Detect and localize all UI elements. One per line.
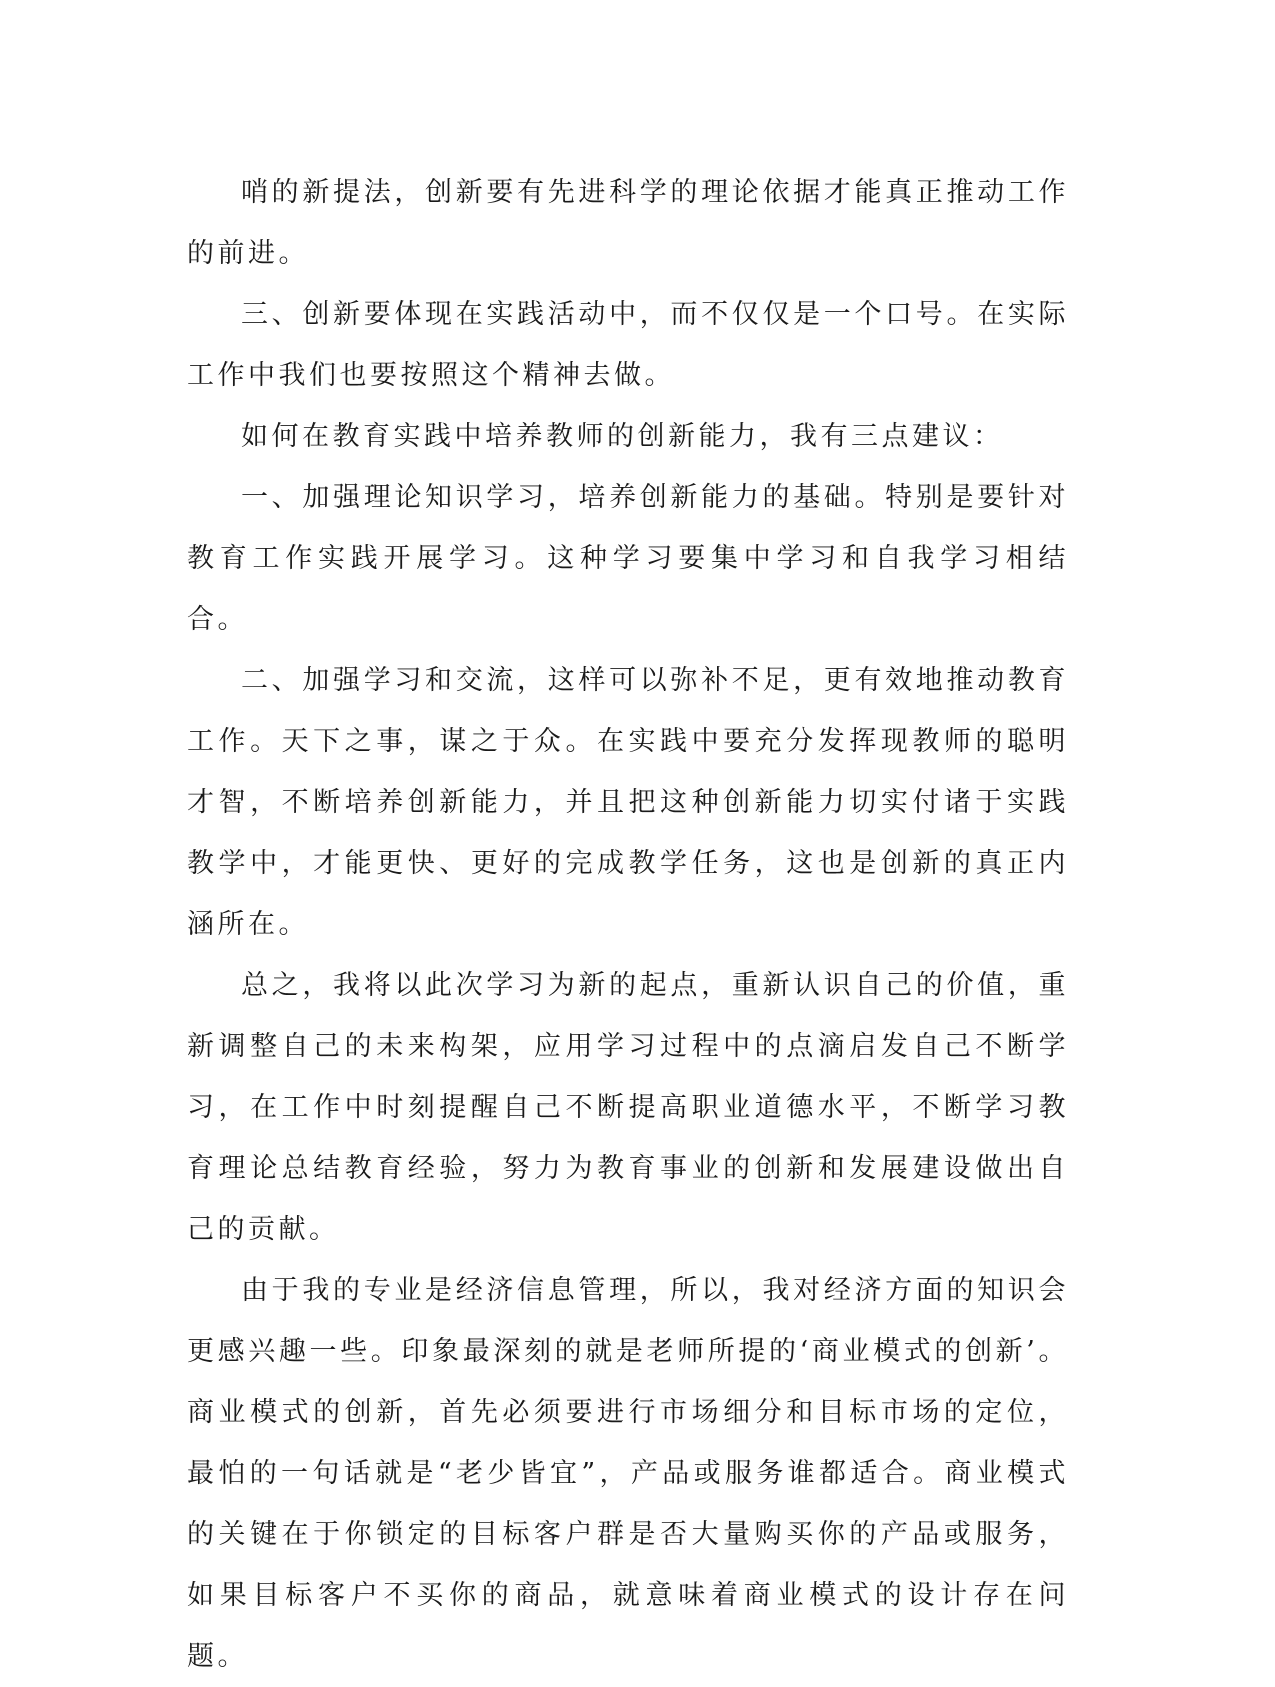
paragraph: 三、创新要体现在实践活动中，而不仅仅是一个口号。在实际工作中我们也要按照这个精神去做。 <box>187 299 1069 391</box>
paragraph: 一、加强理论知识学习，培养创新能力的基础。特别是要针对教育工作实践开展学习。这种学习要集中学习和自我学习相结合。 <box>187 482 1069 635</box>
paragraph: 哨的新提法，创新要有先进科学的理论依据才能真正推动工作的前进。 <box>187 177 1069 269</box>
paragraph: 由于我的专业是经济信息管理，所以，我对经济方面的知识会更感兴趣一些。印象最深刻的就是老师所提的‘商业模式的创新’。商业模式的创新，首先必须要进行市场细分和目标市场的定位，最怕的一句话就是“老少皆宜”，产品或服务谁都适合。商业模式的关键在于你锁定的目标客户群是否大量购买你的产品或服务，如果目标客户不买你的商品，就意味着商业模式的设计存在问题。 <box>187 1275 1069 1672</box>
paragraph: 如何在教育实践中培养教师的创新能力，我有三点建议： <box>241 421 1004 452</box>
paragraph: 总之，我将以此次学习为新的起点，重新认识自己的价值，重新调整自己的未来构架，应用学习过程中的点滴启发自己不断学习，在工作中时刻提醒自己不断提高职业道德水平，不断学习教育理论总结教育经验，努力为教育事业的创新和发展建设做出自己的贡献。 <box>187 970 1069 1245</box>
paragraph: 二、加强学习和交流，这样可以弥补不足，更有效地推动教育工作。天下之事，谋之于众。在实践中要充分发挥现教师的聪明才智，不断培养创新能力，并且把这种创新能力切实付诸于实践教学中，才能更快、更好的完成教学任务，这也是创新的真正内涵所在。 <box>187 665 1069 940</box>
document-body <box>187 162 1069 1687</box>
